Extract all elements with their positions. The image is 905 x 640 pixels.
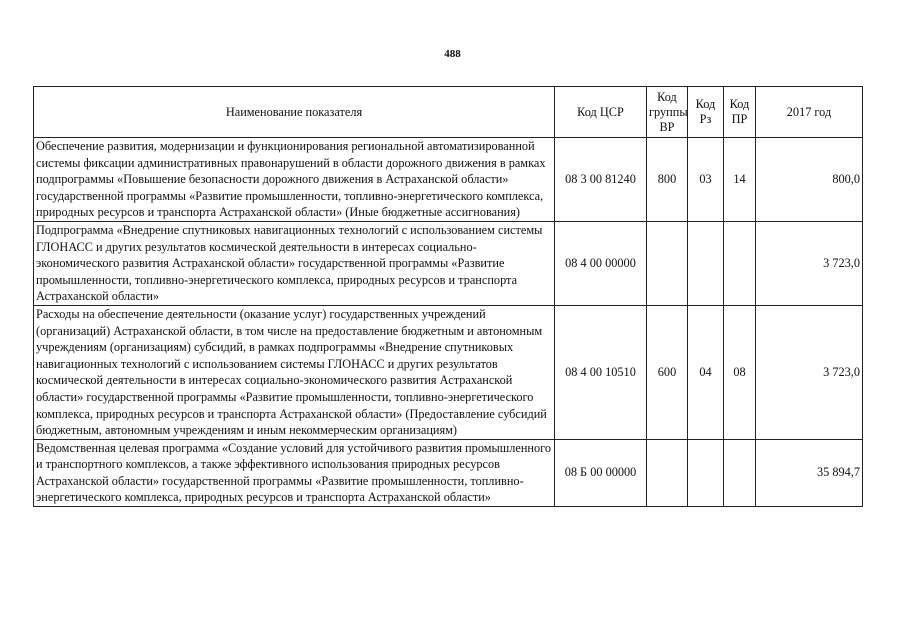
header-pr (724, 87, 756, 138)
row-name: Ведомственная целевая программа «Создание условий для устойчивого развития промышленного и транспортного комплексов, а также эффективного использования природных ресурсов Астраханской области» государственной программы «Развитие промышленности, топливно-энергетического комплекса, природных ресурсов и транспорта Астраханской области» (34, 439, 555, 506)
row-pr: 08 (724, 305, 756, 439)
row-csr: 08 4 00 00000 (555, 221, 647, 305)
table-row (34, 305, 863, 439)
row-rz: 03 (688, 138, 724, 222)
row-vr (647, 221, 688, 305)
row-pr (724, 221, 756, 305)
row-amount: 35 894,7 (756, 439, 863, 506)
row-csr: 08 3 00 81240 (555, 138, 647, 222)
row-pr (724, 439, 756, 506)
header-csr: Код ЦСР (555, 87, 647, 138)
row-rz (688, 221, 724, 305)
row-rz: 04 (688, 305, 724, 439)
table-row (34, 221, 863, 305)
row-name: Расходы на обеспечение деятельности (оказание услуг) государственных учреждений (организаций) Астраханской области, в том числе на предоставление бюджетным и автономным учреждениям (организациям) субсидий, в рамках подпрограммы «Внедрение спутниковых навигационных технологий с использованием системы ГЛОНАСС и других результатов космической деятельности в интересах социально-экономического развития Астраханской области» государственной программы «Развитие промышленности, топливно-энергетического комплекса, природных ресурсов и транспорта Астраханской области» (Предоставление субсидий бюджетным, автономным учреждениям и иным некоммерческим организациям) (34, 305, 555, 439)
table-header-row (34, 87, 863, 138)
table-row (34, 439, 863, 506)
row-name: Подпрограмма «Внедрение спутниковых навигационных технологий с использованием системы ГЛОНАСС и других результатов космической деятельности в интересах социально-экономического развития Астраханской области» государственной программы «Развитие промышленности, топливно-энергетического комплекса, природных ресурсов и транспорта Астраханской области» (34, 221, 555, 305)
header-vr-line1: Код (657, 89, 677, 104)
header-rz-line1: Код (695, 97, 716, 111)
row-amount: 800,0 (756, 138, 863, 222)
header-vr-line2: группы (649, 104, 688, 119)
budget-table (33, 86, 863, 507)
header-name: Наименование показателя (34, 87, 555, 138)
row-amount: 3 723,0 (756, 221, 863, 305)
row-vr: 800 (647, 138, 688, 222)
row-rz (688, 439, 724, 506)
row-amount: 3 723,0 (756, 305, 863, 439)
header-rz (688, 87, 724, 138)
row-vr (647, 439, 688, 506)
row-name: Обеспечение развития, модернизации и функционирования региональной автоматизированной системы фиксации административных правонарушений в области дорожного движения в рамках подпрограммы «Повышение безопасности дорожного движения в Астраханской области» государственной программы «Развитие промышленности, топливно-энергетического комплекса, природных ресурсов и транспорта Астраханской области» (Иные бюджетные ассигнования) (34, 138, 555, 222)
page-number: 488 (444, 48, 461, 60)
table-row (34, 138, 863, 222)
header-year: 2017 год (756, 87, 863, 138)
row-csr: 08 4 00 10510 (555, 305, 647, 439)
header-pr-line2: ПР (731, 112, 748, 126)
header-pr-line1: Код (729, 97, 750, 111)
header-vr-line3: ВР (659, 119, 675, 134)
row-csr: 08 Б 00 00000 (555, 439, 647, 506)
header-vr (647, 87, 688, 138)
header-rz-line2: Рз (699, 112, 712, 126)
row-pr: 14 (724, 138, 756, 222)
row-vr: 600 (647, 305, 688, 439)
